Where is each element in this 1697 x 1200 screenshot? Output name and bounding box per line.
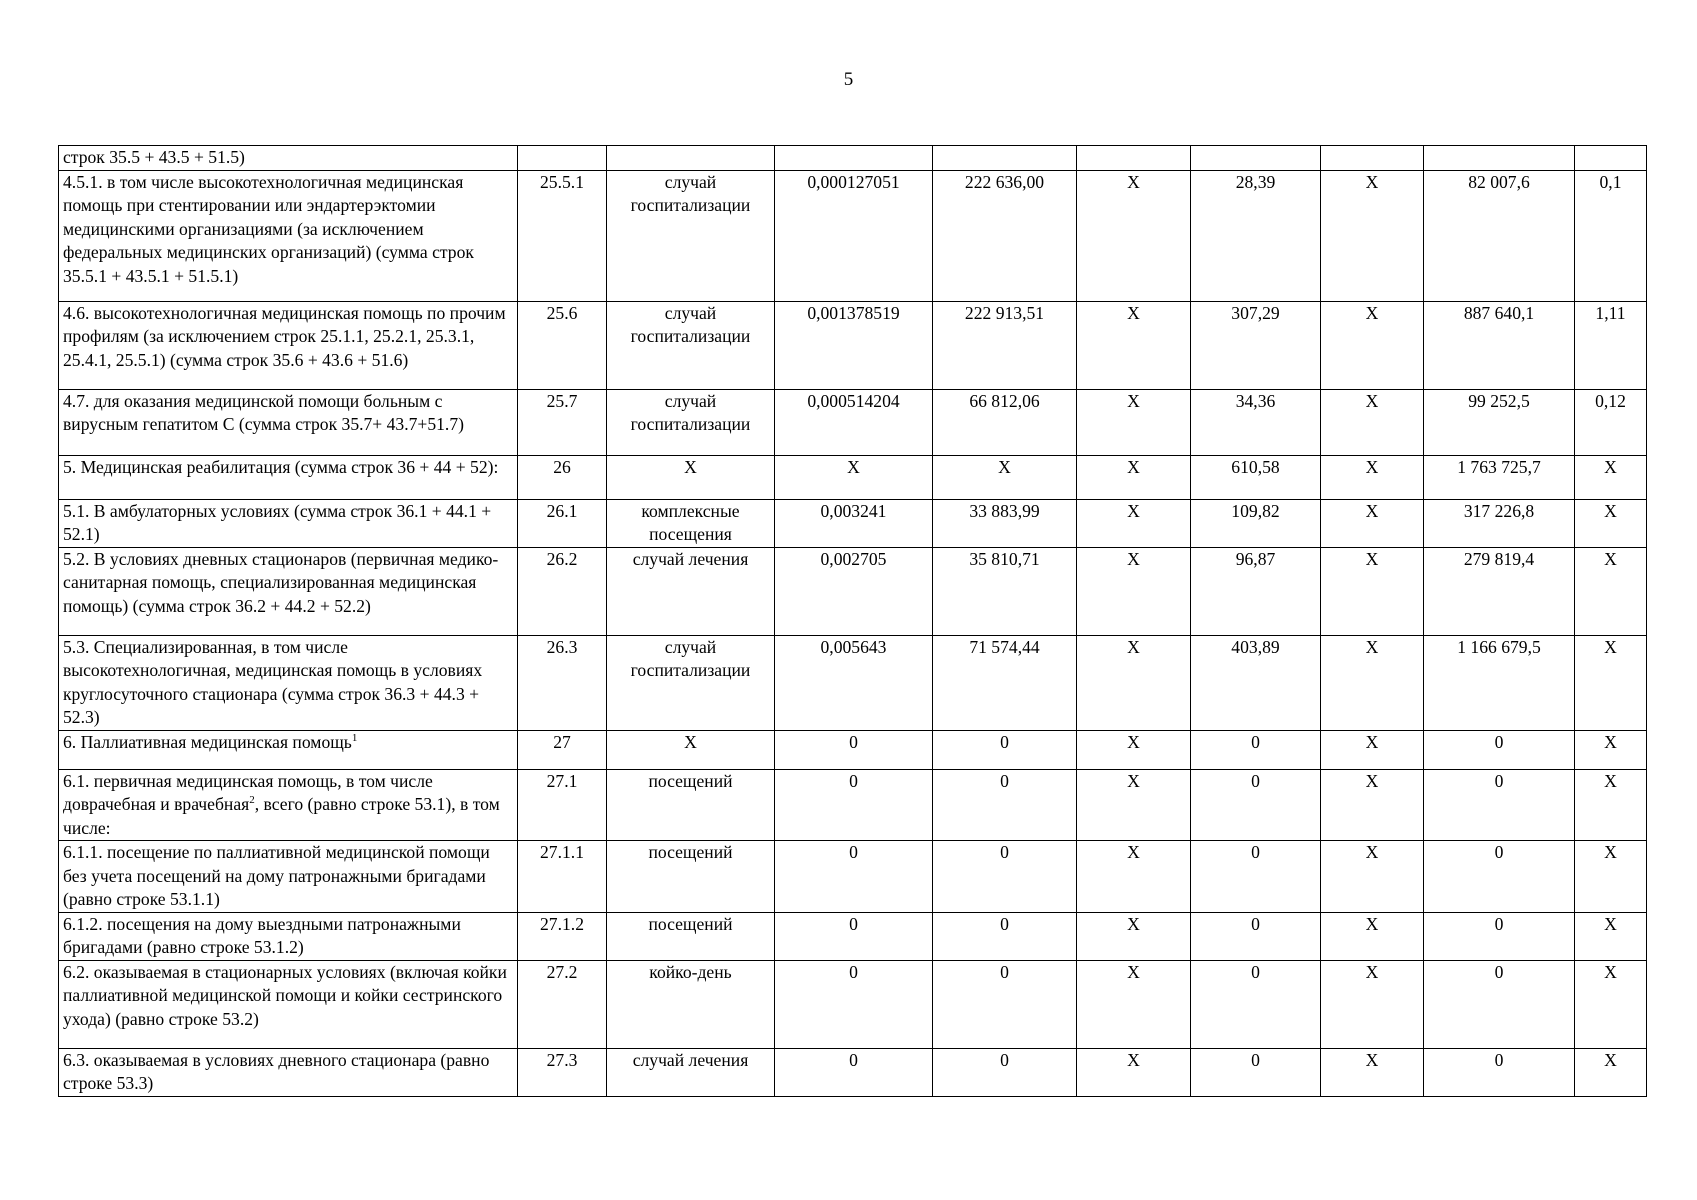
line-number-cell: 27.3 <box>518 1048 607 1096</box>
row-name-text: 6.2. оказываемая в стационарных условиях (включая койки паллиативной медицинской помощи и койки сестринского ухода) (равно строке 53.2) <box>63 961 507 1029</box>
line-number-cell: 26.1 <box>518 499 607 547</box>
unit-cost-cell: 0 <box>933 1048 1077 1096</box>
total-cost-cell: 0 <box>1424 730 1575 769</box>
share-cell: X <box>1575 730 1647 769</box>
unit-cost-cell: 0 <box>933 912 1077 960</box>
unit-cost-cell: 222 913,51 <box>933 301 1077 389</box>
norm-volume-cell: 0,003241 <box>775 499 933 547</box>
share-cell: 0,1 <box>1575 170 1647 301</box>
unit-cost-cell <box>933 146 1077 171</box>
norm-volume-cell <box>775 146 933 171</box>
norm-volume-cell: 0 <box>775 912 933 960</box>
x-cell-a: X <box>1077 547 1191 635</box>
line-number-cell: 25.6 <box>518 301 607 389</box>
norm-volume-cell: 0 <box>775 960 933 1048</box>
x-cell-b: X <box>1321 769 1424 841</box>
row-name-cell <box>59 455 518 499</box>
unit-cell: X <box>607 730 775 769</box>
table-row <box>59 912 1647 960</box>
x-cell-a: X <box>1077 1048 1191 1096</box>
unit-cell: случай лечения <box>607 1048 775 1096</box>
unit-cell: посещений <box>607 841 775 913</box>
unit-cell: случай госпитализации <box>607 170 775 301</box>
unit-cost-cell: X <box>933 455 1077 499</box>
per-capita-cell: 109,82 <box>1191 499 1321 547</box>
unit-cell <box>607 146 775 171</box>
share-cell: 0,12 <box>1575 389 1647 455</box>
unit-cost-cell: 35 810,71 <box>933 547 1077 635</box>
unit-cost-cell: 0 <box>933 730 1077 769</box>
x-cell-a: X <box>1077 170 1191 301</box>
x-cell-a: X <box>1077 389 1191 455</box>
unit-cell: посещений <box>607 769 775 841</box>
x-cell-a: X <box>1077 301 1191 389</box>
per-capita-cell: 0 <box>1191 841 1321 913</box>
per-capita-cell: 0 <box>1191 960 1321 1048</box>
total-cost-cell: 99 252,5 <box>1424 389 1575 455</box>
x-cell-b: X <box>1321 389 1424 455</box>
total-cost-cell: 0 <box>1424 841 1575 913</box>
unit-cost-cell: 66 812,06 <box>933 389 1077 455</box>
table-row <box>59 455 1647 499</box>
x-cell-b: X <box>1321 301 1424 389</box>
row-name-cell <box>59 730 518 769</box>
line-number-cell: 25.5.1 <box>518 170 607 301</box>
x-cell-b: X <box>1321 730 1424 769</box>
share-cell: X <box>1575 455 1647 499</box>
per-capita-cell: 34,36 <box>1191 389 1321 455</box>
per-capita-cell: 307,29 <box>1191 301 1321 389</box>
line-number-cell: 25.7 <box>518 389 607 455</box>
row-name-cell <box>59 769 518 841</box>
row-name-text: 6.1.2. посещения на дому выездными патронажными бригадами (равно строке 53.1.2) <box>63 913 461 957</box>
per-capita-cell: 0 <box>1191 730 1321 769</box>
table-row <box>59 301 1647 389</box>
row-name-cell <box>59 301 518 389</box>
row-name-cell <box>59 960 518 1048</box>
row-name-cell <box>59 499 518 547</box>
unit-cell: случай госпитализации <box>607 301 775 389</box>
row-name-text: 4.5.1. в том числе высокотехнологичная медицинская помощь при стентировании или эндартерэктомии медицинскими организациями (за исключением федеральных медицинских организаций) (сумма строк 35.5.1 + 43.5.1 + 51.5.1) <box>63 171 474 286</box>
unit-cost-cell: 0 <box>933 769 1077 841</box>
row-name-text: 5. Медицинская реабилитация (сумма строк 36 + 44 + 52): <box>63 456 499 477</box>
unit-cost-cell: 33 883,99 <box>933 499 1077 547</box>
table-row <box>59 170 1647 301</box>
norm-volume-cell: 0 <box>775 1048 933 1096</box>
per-capita-cell: 0 <box>1191 769 1321 841</box>
unit-cell: случай лечения <box>607 547 775 635</box>
row-name-cell <box>59 912 518 960</box>
row-name-cell <box>59 170 518 301</box>
x-cell-b: X <box>1321 455 1424 499</box>
row-name-text: 4.6. высокотехнологичная медицинская помощь по прочим профилям (за исключением строк 25.1.1, 25.2.1, 25.3.1, 25.4.1, 25.5.1) (сумма строк 35.6 + 43.6 + 51.6) <box>63 302 506 370</box>
row-name-text: строк 35.5 + 43.5 + 51.5) <box>63 147 245 167</box>
share-cell: X <box>1575 1048 1647 1096</box>
norm-volume-cell: 0 <box>775 730 933 769</box>
line-number-cell: 27.1 <box>518 769 607 841</box>
unit-cell: комплексные посещения <box>607 499 775 547</box>
x-cell-a: X <box>1077 841 1191 913</box>
per-capita-cell: 0 <box>1191 912 1321 960</box>
table-row <box>59 841 1647 913</box>
line-number-cell: 27.1.2 <box>518 912 607 960</box>
x-cell-b: X <box>1321 547 1424 635</box>
line-number-cell: 27 <box>518 730 607 769</box>
share-cell <box>1575 146 1647 171</box>
x-cell-b: X <box>1321 1048 1424 1096</box>
per-capita-cell: 610,58 <box>1191 455 1321 499</box>
row-name-text: 5.1. В амбулаторных условиях (сумма строк 36.1 + 44.1 + 52.1) <box>63 500 492 544</box>
row-name-text: 6.3. оказываемая в условиях дневного стационара (равно строке 53.3) <box>63 1049 490 1093</box>
line-number-cell: 26.3 <box>518 635 607 730</box>
x-cell-b: X <box>1321 635 1424 730</box>
total-cost-cell: 1 763 725,7 <box>1424 455 1575 499</box>
per-capita-cell: 0 <box>1191 1048 1321 1096</box>
row-name-text: 5.2. В условиях дневных стационаров (первичная медико-санитарная помощь, специализированная медицинская помощь) (сумма строк 36.2 + 44.2 + 52.2) <box>63 548 499 616</box>
table-row <box>59 389 1647 455</box>
table-row <box>59 769 1647 841</box>
table-body <box>59 146 1647 1097</box>
x-cell-a: X <box>1077 730 1191 769</box>
row-name-text: 4.7. для оказания медицинской помощи больным с вирусным гепатитом С (сумма строк 35.7+ 43.7+51.7) <box>63 390 464 434</box>
table-row <box>59 1048 1647 1096</box>
row-name-text: 6.1. первичная медицинская помощь, в том числе доврачебная и врачебная <box>63 770 433 814</box>
table-row <box>59 146 1647 171</box>
share-cell: X <box>1575 960 1647 1048</box>
total-cost-cell: 317 226,8 <box>1424 499 1575 547</box>
total-cost-cell: 887 640,1 <box>1424 301 1575 389</box>
x-cell-b <box>1321 146 1424 171</box>
row-name-cell <box>59 841 518 913</box>
unit-cost-cell: 0 <box>933 841 1077 913</box>
row-name-text: 6.1.1. посещение по паллиативной медицинской помощи без учета посещений на дому патронажными бригадами (равно строке 53.1.1) <box>63 842 490 909</box>
x-cell-a: X <box>1077 960 1191 1048</box>
unit-cost-cell: 0 <box>933 960 1077 1048</box>
footnote-marker: 1 <box>351 731 358 744</box>
norm-volume-cell: 0,000127051 <box>775 170 933 301</box>
line-number-cell: 26.2 <box>518 547 607 635</box>
per-capita-cell <box>1191 146 1321 171</box>
x-cell-a: X <box>1077 912 1191 960</box>
line-number-cell: 26 <box>518 455 607 499</box>
row-name-text: 6. Паллиативная медицинская помощь <box>63 731 352 752</box>
unit-cell: случай госпитализации <box>607 389 775 455</box>
share-cell: X <box>1575 912 1647 960</box>
total-cost-cell: 0 <box>1424 769 1575 841</box>
share-cell: X <box>1575 769 1647 841</box>
unit-cell: X <box>607 455 775 499</box>
share-cell: X <box>1575 841 1647 913</box>
total-cost-cell: 0 <box>1424 912 1575 960</box>
table-row <box>59 960 1647 1048</box>
unit-cell: случай госпитализации <box>607 635 775 730</box>
total-cost-cell: 1 166 679,5 <box>1424 635 1575 730</box>
row-name-cell <box>59 547 518 635</box>
share-cell: 1,11 <box>1575 301 1647 389</box>
data-table <box>58 145 1647 1097</box>
share-cell: X <box>1575 635 1647 730</box>
row-name-tail-text: , всего (равно строке 53.1), в том числе: <box>63 794 500 838</box>
per-capita-cell: 28,39 <box>1191 170 1321 301</box>
row-name-cell <box>59 146 518 171</box>
table-row <box>59 635 1647 730</box>
line-number-cell: 27.1.1 <box>518 841 607 913</box>
table-row <box>59 730 1647 769</box>
norm-volume-cell: 0 <box>775 841 933 913</box>
row-name-cell <box>59 389 518 455</box>
x-cell-b: X <box>1321 841 1424 913</box>
table-row <box>59 547 1647 635</box>
x-cell-a: X <box>1077 499 1191 547</box>
line-number-cell <box>518 146 607 171</box>
table-row <box>59 499 1647 547</box>
norm-volume-cell: 0,001378519 <box>775 301 933 389</box>
norm-volume-cell: 0,000514204 <box>775 389 933 455</box>
total-cost-cell <box>1424 146 1575 171</box>
row-name-cell <box>59 635 518 730</box>
page-number: 5 <box>843 69 854 90</box>
x-cell-b: X <box>1321 912 1424 960</box>
line-number-cell: 27.2 <box>518 960 607 1048</box>
share-cell: X <box>1575 499 1647 547</box>
footnote-marker: 2 <box>249 794 255 807</box>
share-cell: X <box>1575 547 1647 635</box>
total-cost-cell: 0 <box>1424 960 1575 1048</box>
x-cell-a: X <box>1077 455 1191 499</box>
x-cell-b: X <box>1321 499 1424 547</box>
unit-cost-cell: 222 636,00 <box>933 170 1077 301</box>
per-capita-cell: 96,87 <box>1191 547 1321 635</box>
x-cell-b: X <box>1321 960 1424 1048</box>
norm-volume-cell: 0,005643 <box>775 635 933 730</box>
x-cell-a: X <box>1077 635 1191 730</box>
x-cell-a: X <box>1077 769 1191 841</box>
norm-volume-cell: X <box>775 455 933 499</box>
x-cell-b: X <box>1321 170 1424 301</box>
row-name-text: 5.3. Специализированная, в том числе высокотехнологичная, медицинская помощь в условиях круглосуточного стационара (сумма строк 36.3 + 44.3 + 52.3) <box>63 636 483 727</box>
unit-cell: посещений <box>607 912 775 960</box>
unit-cell: койко-день <box>607 960 775 1048</box>
total-cost-cell: 279 819,4 <box>1424 547 1575 635</box>
row-name-cell <box>59 1048 518 1096</box>
norm-volume-cell: 0 <box>775 769 933 841</box>
unit-cost-cell: 71 574,44 <box>933 635 1077 730</box>
x-cell-a <box>1077 146 1191 171</box>
per-capita-cell: 403,89 <box>1191 635 1321 730</box>
total-cost-cell: 0 <box>1424 1048 1575 1096</box>
norm-volume-cell: 0,002705 <box>775 547 933 635</box>
total-cost-cell: 82 007,6 <box>1424 170 1575 301</box>
